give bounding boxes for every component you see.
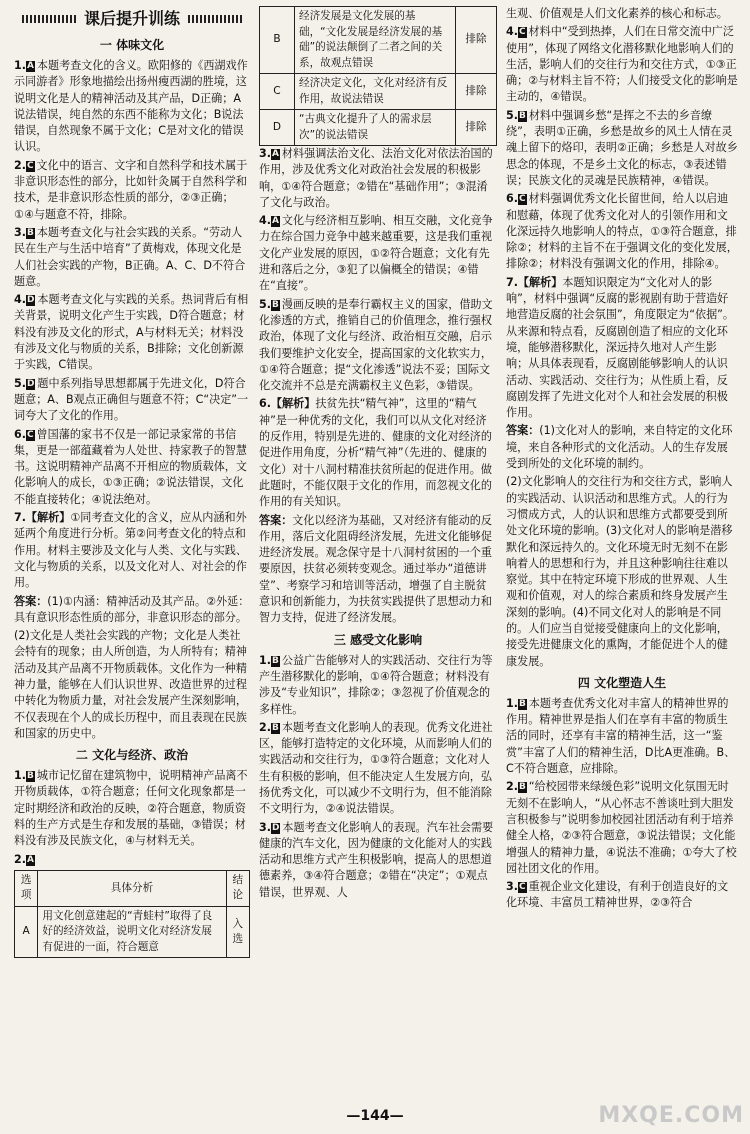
analysis-table-continued	[259, 6, 497, 146]
section-heading: 二 文化与经济、政治	[75, 748, 189, 763]
section-heading: 一 体味文化	[99, 38, 165, 52]
answer-block: (2)文化是人类社会实践的产物；文化是人类社会特有的现象；由人所创造，为人所特有；精神活动及其产品离不开物质载体。文化作为一种精神力量，能够在人们认识世界、改造世界的过程中转化为物质力量，对社会发展产生深刻影响，不仅表现在个人的成长历程中，而且表现在民族和国家的历史中。	[14, 629, 247, 740]
answer-item: 1.A 本题考查文化的含义。欧阳修的《西湖戏作示同游者》形象地描绘出扬州瘦西湖的胜境，这说明文化是人的精神活动及其产品，D正确；A说法错误，纯自然的东西不能称为文化；B说法错误，自然现象不属于文化；C是对文化的错误认识。	[14, 59, 248, 154]
analysis-item: 7.【解析】本题知识限定为“文化对人的影响”，材料中强调“反腐的影视剧有助于营造好地营造反腐的社会氛围”，角度限定为“依据”。从来源和特点看，反腐剧创造了相应的文化环境，能够潜移默化，深远持久地对人产生影响；从具体表现看，反腐剧能够影响人的认识活动、实践活动、交往行为；从性质上看，反腐剧发挥了先进文化对个人和社会发展的积极作用。	[506, 275, 735, 420]
table-row	[260, 74, 497, 110]
answer-item: 4.A 文化与经济相互影响、相互交融，文化竞争力在综合国力竞争中越来越重要，这是我们重视文化产业发展的原因，①②符合题意；文化有先进和落后之分，③犯了以偏概全的错误；④错在“直接”。	[259, 214, 493, 293]
table-cell: “古典文化提升了人的需求层次”的说法错误	[295, 110, 456, 146]
answer-block: (2)文化影响人的交往行为和交往方式，影响人的实践活动、认识活动和思维方式。人的行为习惯成方式，人的认识和思维方式都要受到所处文化环境的影响。(3)文化对人的影响是潜移默化和深远持久的。文化环境无时无刻不在影响着人的思想和行为，并且这种影响往往难以察觉。其中在特定环境下形成的世界观、人生观和价值观，对人的综合素质和终身发展产生深刻的影响。(4)不同文化对人的影响是不同的。人们应当自觉接受健康向上的文化影响，接受先进健康文化的熏陶，才能促进个人的健康发展。	[506, 475, 733, 668]
answer-item: 2.B 本题考查文化影响人的表现。优秀文化进社区，能够打造特定的文化环境，从而影响人们的实践活动和交往行为，①③符合题意；文化对人生有积极的影响，但不能决定人生发展方向，弘扬优秀文化，可以减少不文明行为，但不能消除不文明行为，②④说法错误。	[259, 720, 493, 816]
answer-item: 1.B 城市记忆留在建筑物中，说明精神产品离不开物质载体，①符合题意；任何文化现象都是一定时期经济和政治的反映，②符合题意，物质资料的生产方式是生存和发展的基础，③错误；材料没有涉及民族文化，④与材料无关。	[14, 769, 248, 848]
table-header: 结论	[226, 870, 249, 906]
answer-item: 3.D 本题考查文化影响人的表现。汽车社会需要健康的汽车文化，因为健康的文化能对人的实践活动和思维方式产生积极影响，提高人的思想道德素养，③④符合题意；②错在“决定”；①观点错误，世界观、人	[259, 820, 494, 899]
table-cell: C	[260, 74, 295, 110]
answer-item: 3.C 重视企业文化建设，有利于创造良好的文化环境、丰富员工精神世界，②③符合	[506, 880, 729, 910]
table-cell: B	[260, 7, 295, 74]
table-cell: D	[260, 110, 295, 146]
answer-item: 3.A 材料强调法治文化、法治文化对依法治国的作用，涉及优秀文化对政治社会发展的积极影响，①④符合题意；②错在“基础作用”；③混淆了文化与政治。	[259, 147, 493, 209]
answer-item: 1.B 本题考查优秀文化对丰富人的精神世界的作用。精神世界是指人们在享有丰富的物质生活的同时，还享有丰富的精神生活，这一“鉴赏”丰富了人们的精神生活，D比A更准确。B、C不符合题意，应排除。	[506, 696, 736, 776]
table-cell: A	[15, 906, 38, 958]
title-decoration-left	[22, 15, 76, 23]
table-header: 具体分析	[38, 870, 226, 906]
section-heading: 三 感受文化影响	[333, 632, 423, 647]
table-row	[15, 906, 250, 958]
answer-item: 5.B 漫画反映的是奉行霸权主义的国家，借助文化渗透的方式，推销自己的价值理念，推行强权政治，体现了文化与经济、政治相互交融，启示我们要维护文化安全，提高国家的文化软实力，①④符合题意；提“文化渗透”说法不妥；国际文化交流并不总是充满霸权主义色彩，③错误。	[259, 297, 493, 393]
table-cell: 入选	[226, 906, 249, 958]
answer-item: 2.C 文化中的语言、文字和自然科学和技术属于非意识形态性的部分，比如针灸属于自然科学和技术，是非意识形态性质的部分，②③正确；①④与题意不符，排除。	[14, 158, 248, 221]
answer-item: 4.D 本题考查文化与实践的关系。热词背后有相关背景，说明文化产生于实践，D符合题意；材料没有涉及文化的形式，A与材料无关；材料没有涉及文化与物质的关系，B排除；文化创新源于实践，C错误。	[14, 293, 249, 372]
answer-block: 答案：(1)文化对人的影响，来自特定的文化环境，来自各种形式的文化活动。人的生存发展受到所处的文化环境的制约。	[506, 424, 733, 471]
answer-item: 6.C 材料强调优秀文化长留世间，给人以启迪和慰藉，体现了优秀文化对人的引领作用和文化深远持久地影响人的特点，①③符合题意，排除②；材料的主旨不在于强调文化的变化发展，排除②；材料没有强调文化的作用，排除④。	[506, 192, 738, 271]
column-left	[14, 6, 250, 1111]
answer-block: 答案：(1)①内涵：精神活动及其产品。②外延：具有意识形态性质的部分，非意识形态的部分。	[14, 594, 250, 624]
answer-item: 4.C 材料中“受到热捧，人们在日常交流中广泛使用”，体现了网络文化潜移默化地影响人们的生活，影响人们的交往行为和交往方式，①③正确；②与材料主旨不符；人们接受文化的影响是主动的，④错误。	[506, 25, 738, 104]
title-decoration-right	[188, 15, 242, 23]
page-title: 课后提升训练	[83, 9, 180, 28]
analysis-item: 7.【解析】①同考查文化的含义，应从内涵和外延两个角度进行分析。第②问考查文化的特点和作用。材料主要涉及文化与人类、文化与实践、文化与物质的关系，以及文化对人、对社会的作用。	[14, 511, 247, 590]
table-row	[260, 7, 497, 74]
answer-item: 2.A	[14, 852, 34, 866]
table-cell: 排除	[456, 7, 497, 74]
answer-item: 5.B 材料中强调乡愁“是挥之不去的乡音缭绕”，表明①正确，乡愁是故乡的风土人情在灵魂上留下的烙印，表明②正确；乡愁是人对故乡思念的体现，不是乡土文化的标志，③表述错误；民族文化的灵魂是民族精神，④错误。	[506, 108, 738, 187]
column-right	[506, 6, 738, 1111]
table-cell: 排除	[456, 110, 497, 146]
page-number: —144—	[346, 1108, 404, 1124]
table-cell: 排除	[456, 74, 497, 110]
analysis-table	[14, 870, 250, 959]
analysis-item: 6.【解析】扶贫先扶“精气神”，这里的“精气神”是一种优秀的文化，我们可以从文化对经济的反作用，特别是先进的、健康的文化对经济的促进作用角度，分析“精气神”（先进的、健康的文化）对十八洞村精准扶贫所起的促进作用。做此题时，不能仅限于文化的作用，而忽视文化的作用的有关知识。	[259, 397, 492, 509]
watermark-logo: MXQE.COM	[598, 1103, 744, 1128]
table-row	[260, 110, 497, 146]
answer-block: 答案：文化以经济为基础，又对经济有能动的反作用，落后文化阻碍经济发展，先进文化能够促进经济发展。观念保守是十八洞村贫困的一个重要原因，扶贫必须转变观念。通过举办“道德讲堂”、考察学习和培训等活动，增强了自主脱贫意识和创新能力，为扶贫实践提供了思想动力和智力支持，促进了经济发展。	[259, 513, 492, 625]
page-title-block	[14, 6, 250, 32]
column-middle	[259, 6, 497, 1111]
answer-item: 2.B “给校园带来绿缓色彩”说明文化氛围无时无刻不在影响人，“从心怀志不善谈吐到大胆发言积极参与”说明参加校园社团活动有利于培养健全人格，②③符合题意，③说法错误；文化能增强人的精神力量，④说法不准确；①夸大了校园社团文化的作用。	[506, 780, 737, 875]
continued-text: 生观、价值观是人们文化素养的核心和标志。	[506, 7, 728, 20]
table-header-row	[15, 870, 250, 906]
table-header: 选项	[15, 870, 38, 906]
answer-item: 6.C 曾国藩的家书不仅是一部记录家常的书信集，更是一部蕴藏着为人处世、持家教子的智慧书。这说明精神产品离不开相应的物质载体，文化影响人的成长，①③正确；②说法错误，文化不能直接转化；④说法绝对。	[14, 427, 247, 506]
table-cell: 经济决定文化，文化对经济有反作用，故说法错误	[295, 74, 456, 110]
section-heading: 四 文化塑造人生	[577, 675, 667, 690]
answer-item: 3.B 本题考查文化与社会实践的关系。“劳动人民在生产与生活中培育”了黄梅戏，体现文化是人们社会实践的产物，B正确。A、C、D不符合题意。	[14, 225, 246, 288]
answer-item: 1.B 公益广告能够对人的实践活动、交往行为等产生潜移默化的影响，①④符合题意；材料没有涉及“专业知识”，排除②；③忽视了价值观念的多样性。	[259, 653, 493, 716]
table-cell: 用文化创意建起的“青蛙村”取得了良好的经济效益，说明文化对经济发展有促进的一面，符合题意	[38, 906, 226, 958]
answer-item: 5.D 题中系列指导思想都属于先进文化，D符合题意；A、B观点正确但与题意不符；C“决定”一词夸大了文化的作用。	[14, 376, 249, 423]
table-cell: 经济发展是文化发展的基础，“文化发展是经济发展的基础”的说法颠倒了二者之间的关系，故观点错误	[295, 7, 456, 74]
